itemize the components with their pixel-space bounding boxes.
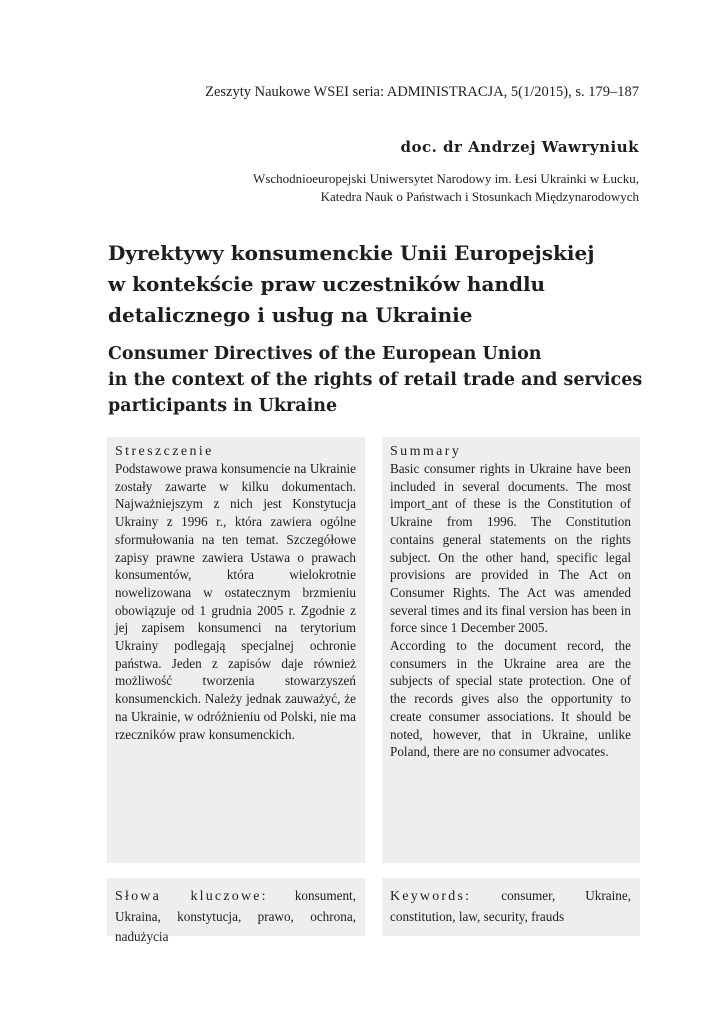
affiliation-line-1: Wschodnioeuropejski Uniwersytet Narodowy im. Łesi Ukrainki w Łucku,: [253, 171, 639, 186]
abstract-polish-box: [107, 437, 365, 863]
keywords-english-box: [382, 878, 640, 936]
title-polish-line-1: Dyrektywy konsumenckie Unii Europejskiej: [108, 241, 595, 265]
title-polish: [108, 238, 648, 331]
abstract-english-box: [382, 437, 640, 863]
abstract-english-heading: Summary: [390, 444, 462, 459]
title-english-line-2: in the context of the rights of retail trade and services: [108, 370, 643, 390]
author-affiliation: [253, 170, 639, 206]
title-polish-line-3: detalicznego i usług na Ukrainie: [108, 303, 473, 327]
keywords-polish-label: Słowa kluczowe:: [115, 889, 268, 904]
journal-citation: Zeszyty Naukowe WSEI seria: ADMINISTRACJA, 5(1/2015), s. 179–187: [205, 84, 639, 100]
keywords-polish-box: [107, 878, 365, 944]
title-english-line-1: Consumer Directives of the European Union: [108, 344, 542, 364]
keywords-polish-text: konsument, Ukraina, konstytucja, prawo, ochrona, nadużycia: [115, 888, 357, 944]
abstract-english-text-2: According to the document record, the consumers in the Ukraine area are the subjects of special state protection. One of the records gives also the opportunity to create consumer associations. It should be noted, however, that in Ukraine, unlike Poland, there are no consumer advocates.: [390, 638, 631, 760]
keywords-english-text: consumer, Ukraine, constitution, law, security, frauds: [390, 888, 631, 924]
keywords-english-label: Keywords:: [390, 889, 472, 904]
abstract-polish-text: Podstawowe prawa konsumencie na Ukrainie zostały zawarte w kilku dokumentach. Najważniejszym z nich jest Konstytucja Ukrainy z 1996 r., która zawiera ogólne sformułowania na ten temat. Szczegółowe zapisy prawne zawiera Ustawa o prawach konsumentów, która wielokrotnie nowelizowana w ostatecznym brzmieniu obowiązuje od 1 grudnia 2005 r. Zgodnie z jej zapisem konsumenci na terytorium Ukrainy podlegają specjalnej ochronie państwa. Jeden z zapisów daje również możliwość tworzenia stowarzyszeń konsumenckich. Należy jednak zauważyć, że na Ukrainie, w odróżnieniu od Polski, nie ma rzeczników praw konsumenckich.: [115, 461, 356, 742]
abstract-english-text: Basic consumer rights in Ukraine have been included in several documents. The most import_ant of these is the Constitution of Ukraine from 1996. The Constitution contains general statements on the rights subject. On the other hand, specific legal provisions are provided in The Act on Consumer Rights. The Act was amended several times and its final version has been in force since 1 December 2005.: [390, 461, 631, 636]
author-name: doc. dr Andrzej Wawryniuk: [400, 138, 639, 156]
title-english: [108, 341, 648, 419]
keywords-polish: [115, 886, 356, 947]
keywords-english: [390, 886, 631, 927]
title-english-line-3: participants in Ukraine: [108, 396, 338, 416]
abstract-polish-heading: Streszczenie: [115, 444, 214, 459]
affiliation-line-2: Katedra Nauk o Państwach i Stosunkach Międzynarodowych: [320, 189, 639, 204]
title-polish-line-2: w kontekście praw uczestników handlu: [108, 272, 546, 296]
